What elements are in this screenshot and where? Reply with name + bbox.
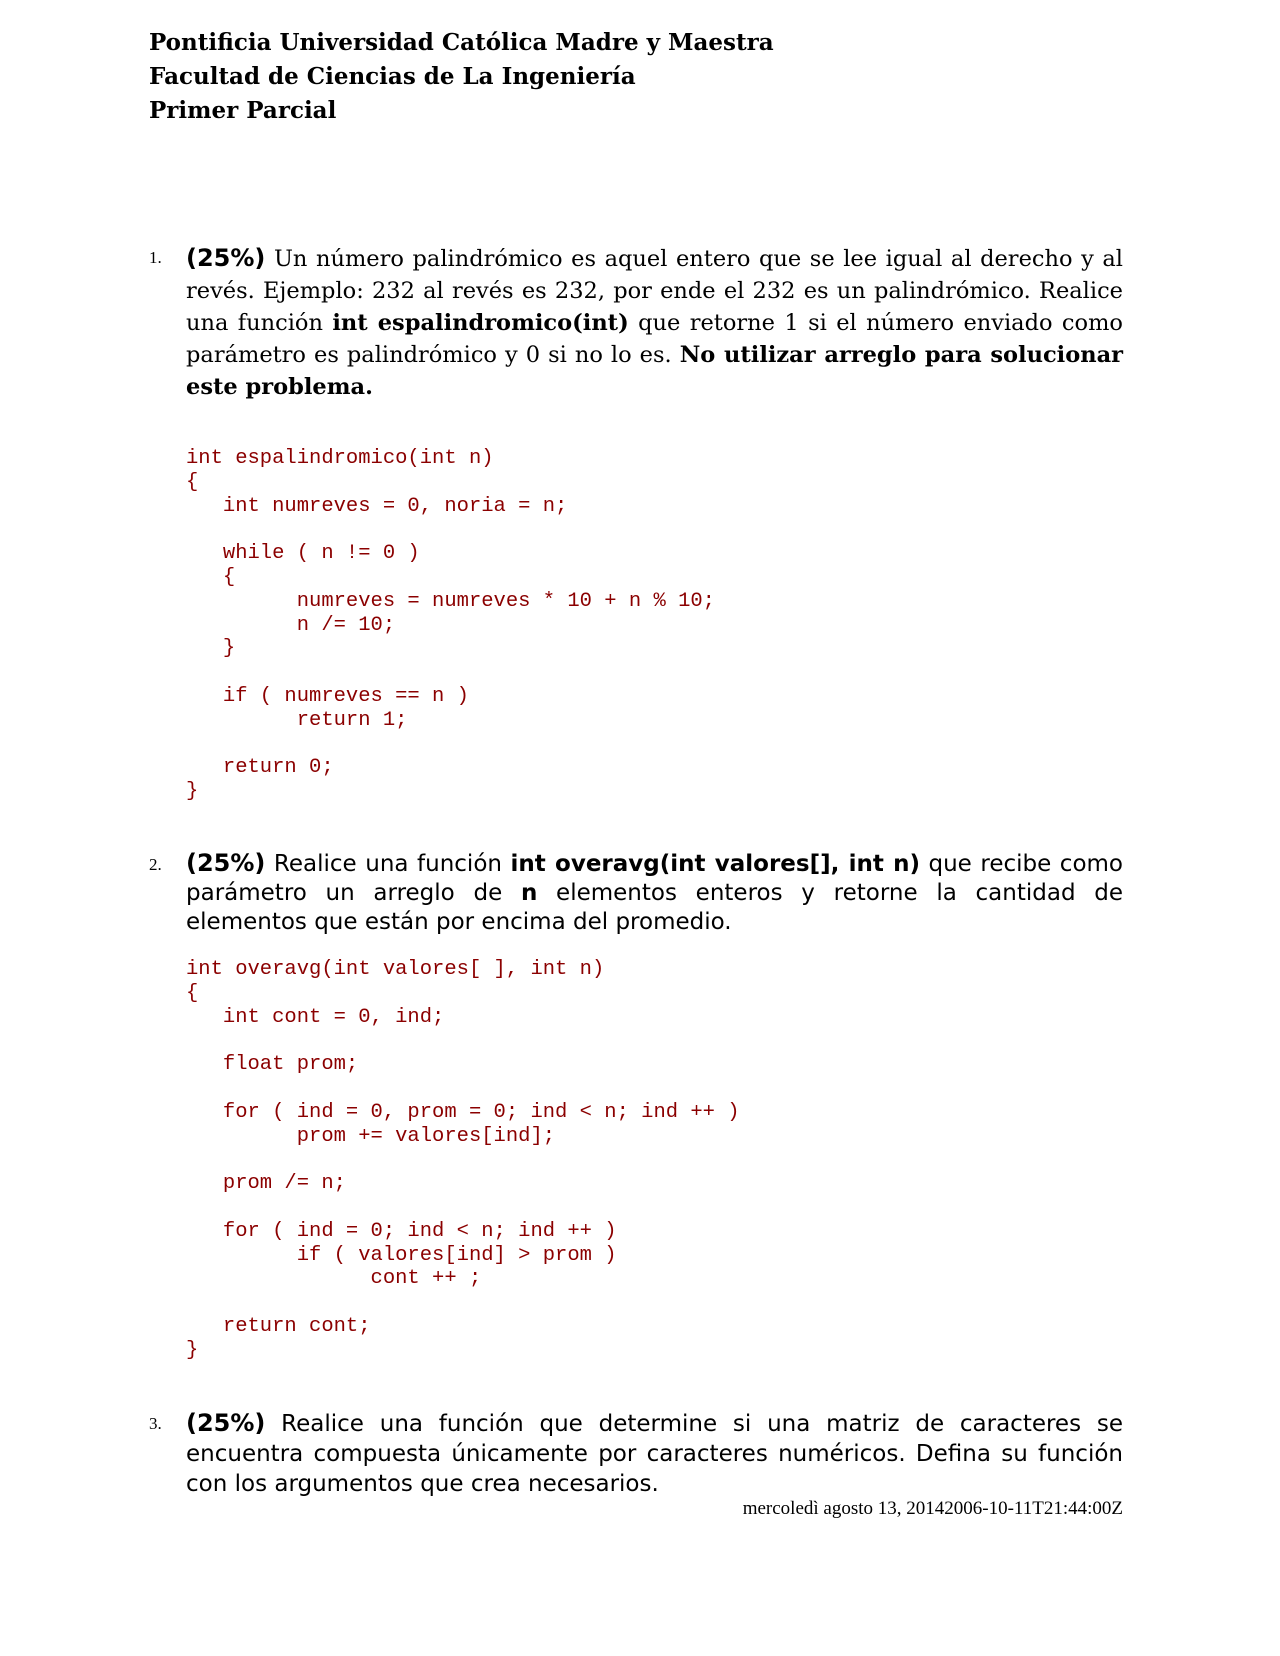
question-percent: (25%)	[186, 244, 266, 272]
code-block-1: int espalindromico(int n) { int numreves = 0, noria = n; while ( n != 0 ) { numreves = numreves * 10 + n % 10; n /= 10; } if ( numreves == n ) return 1; return 0; }	[186, 447, 715, 804]
document-header	[149, 26, 774, 128]
question-text-part: que retorne 1 si el número enviado como parámetro es palindrómico y 0 si no lo es.	[186, 310, 1123, 368]
faculty-name: Facultad de Ciencias de La Ingeniería	[149, 63, 636, 90]
question-text	[186, 1408, 1123, 1499]
question-text	[186, 849, 1123, 937]
question-1	[149, 242, 1123, 403]
param-n: n	[520, 880, 538, 906]
question-percent: (25%)	[186, 849, 266, 877]
footer-date: mercoledì agosto 13, 20142006-10-11T21:44:00Z	[742, 1498, 1123, 1519]
question-number: 3.	[149, 1414, 162, 1433]
question-2	[149, 849, 1123, 937]
university-name: Pontificia Universidad Católica Madre y Maestra	[149, 29, 774, 56]
function-signature: int overavg(int valores[], int n)	[510, 851, 920, 877]
question-text-part: Un número palindrómico es aquel entero que se lee igual al derecho y al revés. Ejemplo: 232 al revés es 232, por ende el 232 es un palindrómico. Realice una función	[186, 246, 1123, 336]
question-constraint: No utilizar arreglo para solucionar este problema.	[186, 342, 1124, 400]
question-3	[149, 1408, 1123, 1499]
exam-title: Primer Parcial	[149, 97, 337, 124]
question-percent: (25%)	[186, 1409, 266, 1437]
question-text-part: Realice una función	[265, 851, 511, 877]
question-text	[186, 242, 1123, 403]
code-block-2: int overavg(int valores[ ], int n) { int cont = 0, ind; float prom; for ( ind = 0, prom = 0; ind < n; ind ++ ) prom += valores[ind]; prom /= n; for ( ind = 0; ind < n; ind ++ ) if ( valores[ind] > prom ) cont ++ ; return cont; }	[186, 958, 740, 1362]
question-number: 2.	[149, 855, 162, 874]
question-text-part: que recibe como parámetro un arreglo de	[186, 851, 1123, 906]
question-text-part: Realice una función que determine si una matriz de caracteres se encuentra compuesta únicamente por caracteres numéricos. Defina su función con los argumentos que crea necesarios.	[186, 1411, 1123, 1497]
question-text-part: elementos enteros y retorne la cantidad de elementos que están por encima del promedio.	[186, 880, 1124, 935]
question-number: 1.	[149, 248, 162, 267]
function-signature: int espalindromico(int)	[332, 310, 629, 336]
